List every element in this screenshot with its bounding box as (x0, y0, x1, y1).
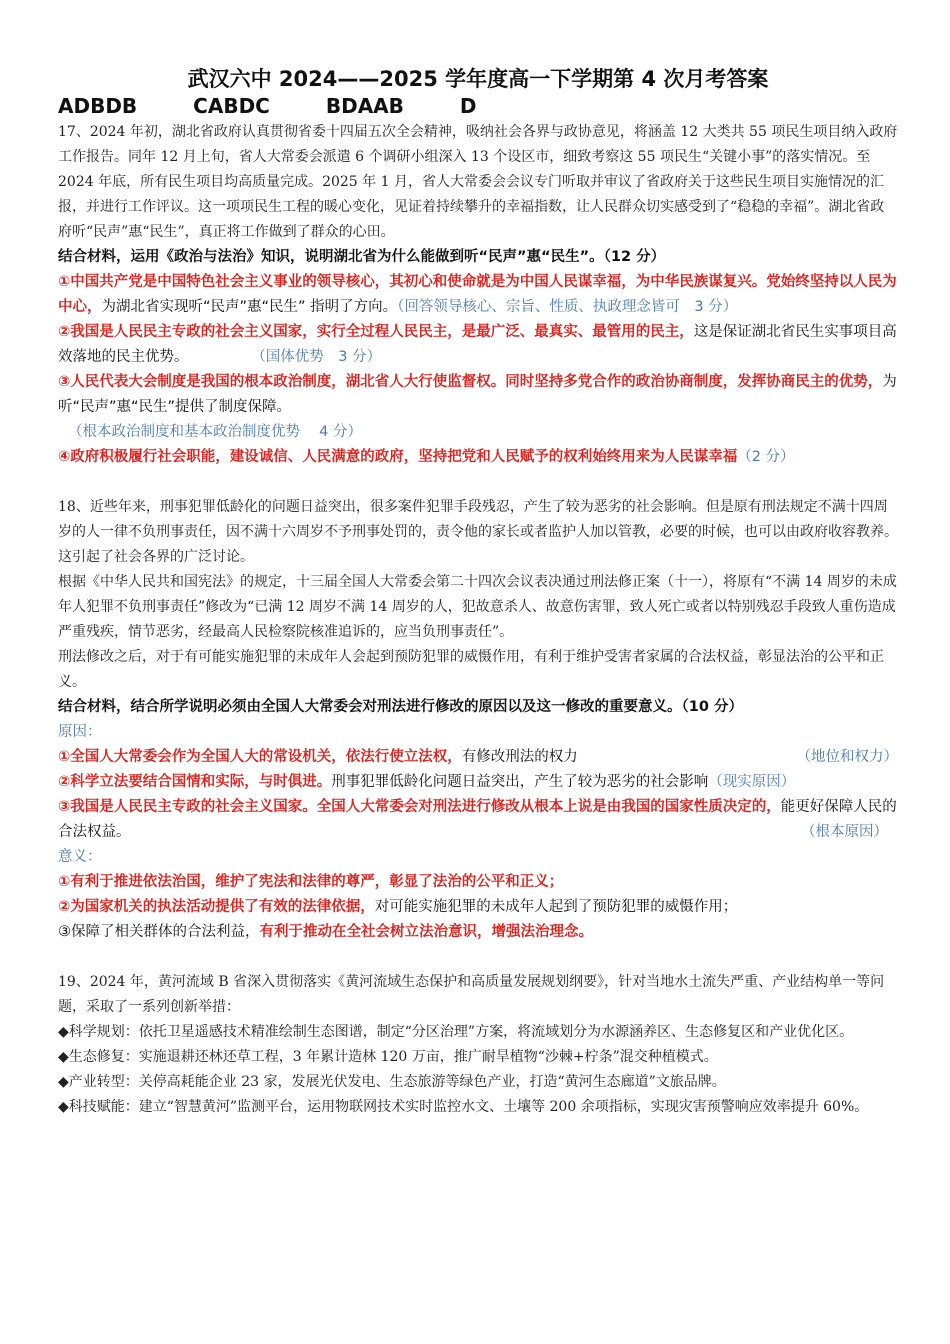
q18-reason-2 (58, 770, 898, 795)
q18-r2-text: 刑事犯罪低龄化问题日益突出，产生了较为恶劣的社会影响 (331, 774, 709, 790)
meaning-label: 意义： (58, 849, 102, 865)
answer-document (58, 66, 898, 1120)
q17-a4-score: （2 分） (737, 449, 795, 465)
q18-material-3: 刑法修改之后，对于有可能实施犯罪的未成年人会起到预防犯罪的威慑作用，有利于维护受害者家属的合法权益，彰显法治的公平和正义。 (58, 649, 884, 690)
answer-group-2: CABDC (193, 94, 270, 118)
q17-answer-2 (58, 320, 898, 370)
q18-reason-3 (58, 795, 898, 845)
answer-group-3: BDAAB (325, 94, 404, 118)
q18-r3-score: （根本原因） (801, 824, 888, 840)
q18-question: 结合材料，结合所学说明必须由全国人大常委会对刑法进行修改的原因以及这一修改的重要意义。（10 分） (58, 699, 743, 715)
q18-material-2: 根据《中华人民共和国宪法》的规定，十三届全国人大常委会第二十四次会议表决通过刑法修正案（十一），将原有“不满 14 周岁的未成年人犯罪不负刑事责任”修改为“已满 12 周岁不满 14 周岁的人，犯故意杀人、故意伤害罪，致人死亡或者以特别残忍手段致人重伤造成严重残疾，情节恶劣，经最高人民检察院核准追诉的，应当负刑事责任”。 (58, 574, 897, 640)
q18-material-1: 18、近些年来，刑事犯罪低龄化的问题日益突出，很多案件犯罪手段残忍，产生了较为恶劣的社会影响。但是原有刑法规定不满十四周岁的人一律不负刑事责任，因不满十六周岁不予刑事处罚的，责令他的家长或者监护人加以管教，必要的时候，也可以由政府收容教养。这引起了社会各界的广泛讨论。 (58, 499, 898, 565)
document-title: 武汉六中 2024——2025 学年度高一下学期第 4 次月考答案 (187, 67, 769, 91)
q17-a4-key: ④政府积极履行社会职能，建设诚信、人民满意的政府，坚持把党和人民赋予的权利始终用来为人民谋幸福 (58, 449, 738, 465)
q18-m3-key: 有利于推动在全社会树立法治意识，增强法治理念。 (259, 924, 593, 940)
q18-meaning-label (58, 845, 898, 870)
q17-answer-3 (58, 370, 898, 420)
q18-m2-text: 对可能实施犯罪的未成年人起到了预防犯罪的威慑作用； (374, 899, 738, 915)
q18-r3-text: 能更好保障人民的合法权益。 (58, 799, 897, 840)
choice-answers (58, 92, 898, 120)
q17-question: 结合材料，运用《政治与法治》知识，说明湖北省为什么能做到听“民声”惠“民生”。（12 分） (58, 249, 666, 265)
reason-label: 原因： (58, 724, 102, 740)
q18-reason-label (58, 720, 898, 745)
answer-group-1: ADBDB (58, 94, 138, 118)
answer-group-4: D (459, 94, 477, 118)
spacer (58, 945, 898, 970)
q18-meaning-2 (58, 895, 898, 920)
q18-r2-score: （现实原因） (708, 774, 796, 790)
q18-r1-score: （地位和权力） (796, 749, 898, 765)
q17-a2-key: ②我国是人民民主专政的社会主义国家，实行全过程人民民主，是最广泛、最真实、最管用的民主， (58, 324, 694, 340)
q17-a1-key: ①中国共产党是中国特色社会主义事业的领导核心，其初心和使命就是为中国人民谋幸福，为中华民族谋复兴。党始终坚持以人民为中心， (58, 274, 897, 315)
q18-m1-key: ①有利于推进依法治国，维护了宪法和法律的尊严，彰显了法治的公平和正义； (58, 874, 564, 890)
q17-a3-score: （根本政治制度和基本政治制度优势 4 分） (68, 424, 362, 440)
q17-a3-key: ③人民代表大会制度是我国的根本政治制度，湖北省人大行使监督权。同时坚持多党合作的政治协商制度，发挥协商民主的优势， (58, 374, 883, 390)
q19-bullet-2: ◆生态修复：实施退耕还林还草工程，3 年累计造林 120 万亩，推广耐旱植物“沙棘+柠条”混交种植模式。 (58, 1049, 718, 1065)
q19-material: 19、2024 年，黄河流域 B 省深入贯彻落实《黄河流域生态保护和高质量发展规划纲要》，针对当地水土流失严重、产业结构单一等问题，采取了一系列创新举措： (58, 974, 885, 1015)
q17-answer-4 (58, 445, 898, 470)
q17-answer-3-score (58, 420, 898, 445)
q18-r1-key: ①全国人大常委会作为全国人大的常设机关，依法行使立法权， (58, 749, 462, 765)
q17-material: 17、2024 年初，湖北省政府认真贯彻省委十四届五次全会精神，吸纳社会各界与政协意见，将涵盖 12 大类共 55 项民生项目纳入政府工作报告。同年 12 月上旬，省人大常委会派遣 6 个调研小组深入 13 个设区市，细致考察这 55 项民生“关键小事”的落实情况。至 2024 年底，所有民生项目均高质量完成。2025 年 1 月，省人大常委会会议专门听取并审议了省政府关于这些民生项目实施情况的汇报，并进行工作评议。这一项项民生工程的暖心变化，见证着持续攀升的幸福指数，让人民群众切实感受到了“稳稳的幸福”。湖北省政府听“民声”惠“民生”，真正将工作做到了群众的心田。 (58, 124, 898, 240)
q18-meaning-1 (58, 870, 898, 895)
q19-bullet-3: ◆产业转型：关停高耗能企业 23 家，发展光伏发电、生态旅游等绿色产业，打造“黄河生态廊道”文旅品牌。 (58, 1074, 726, 1090)
q17-a3-text: 为听“民声”惠“民生”提供了制度保障。 (58, 374, 897, 415)
q18-r1-text: 有修改刑法的权力 (461, 749, 578, 765)
q17-a2-text: 这是保证湖北省民生实事项目高效落地的民主优势。 (58, 324, 897, 365)
spacer (58, 470, 898, 495)
q17-a2-score: （国体优势 3 分） (258, 349, 382, 365)
q17-a1-text: 为湖北省实现听“民声”惠“民生” 指明了方向。 (101, 299, 398, 315)
q18-r2-key: ②科学立法要结合国情和实际，与时俱进。 (58, 774, 332, 790)
q17-a1-score: （回答领导核心、宗旨、性质、执政理念皆可 3 分） (397, 299, 738, 315)
q18-r3-key: ③我国是人民民主专政的社会主义国家。全国人大常委会对刑法进行修改从根本上说是由我国的国家性质决定的， (58, 799, 781, 815)
q19-bullet-4: ◆科技赋能：建立“智慧黄河”监测平台，运用物联网技术实时监控水文、土壤等 200 余项指标，实现灾害预警响应效率提升 60%。 (58, 1099, 869, 1115)
q18-m2-key: ②为国家机关的执法活动提供了有效的法律依据， (58, 899, 375, 915)
q18-m3-text: ③保障了相关群体的合法利益， (58, 924, 260, 940)
q19-bullet-1: ◆科学规划：依托卫星遥感技术精准绘制生态图谱，制定“分区治理”方案，将流域划分为水源涵养区、生态修复区和产业优化区。 (58, 1024, 854, 1040)
q18-reason-1 (58, 745, 898, 770)
q17-answer-1 (58, 270, 898, 320)
q18-meaning-3 (58, 920, 898, 945)
